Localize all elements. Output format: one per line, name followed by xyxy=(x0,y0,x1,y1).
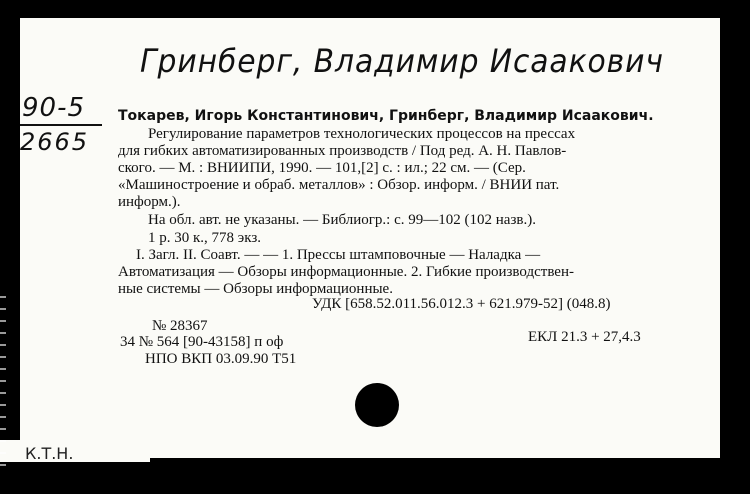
punch-hole xyxy=(355,383,399,427)
card-bottom-strip xyxy=(0,440,150,462)
tracing-line: I. Загл. II. Соавт. — — 1. Прессы штамповочные — Наладка — xyxy=(136,247,541,263)
description-line: информ.). xyxy=(118,194,181,210)
ekl-index: ЕКЛ 21.3 + 27,4.3 xyxy=(528,329,641,345)
call-number-bottom: 2665 xyxy=(20,128,90,156)
handwritten-author-heading: Гринберг, Владимир Исаакович xyxy=(140,42,664,80)
description-line: ского. — М. : ВНИИПИ, 1990. — 101,[2] с. : ил.; 22 см. — (Сер. xyxy=(118,160,526,176)
tracing-line: Автоматизация — Обзоры информационные. 2. Гибкие производствен- xyxy=(118,264,574,280)
order-line: 34 № 564 [90-43158] п оф xyxy=(120,334,284,350)
handwritten-footer-mark: К.Т.Н. xyxy=(25,444,74,463)
scan-edge-marks xyxy=(0,296,6,476)
call-number-top: 90-5 xyxy=(22,93,86,123)
description-line: Регулирование параметров технологических процессов на прессах xyxy=(148,126,576,142)
notes-line: На обл. авт. не указаны. — Библиогр.: с. 99—102 (102 назв.). xyxy=(148,212,536,228)
udc-line: УДК [658.52.011.56.012.3 + 621.979-52] (048.8) xyxy=(312,296,611,312)
description-line: «Машиностроение и обраб. металлов» : Обзор. информ. / ВНИИ пат. xyxy=(118,177,560,193)
publisher-line: НПО ВКП 03.09.90 Т51 xyxy=(145,351,297,367)
call-number-divider xyxy=(20,124,102,126)
record-heading: Токарев, Игорь Константинович, Гринберг, Владимир Исаакович. xyxy=(118,108,654,124)
description-line: для гибких автоматизированных производств / Под ред. А. Н. Павлов- xyxy=(118,143,567,159)
record-number: № 28367 xyxy=(152,318,208,334)
tracing-line: ные системы — Обзоры информационные. xyxy=(118,281,393,297)
price-line: 1 р. 30 к., 778 экз. xyxy=(148,230,261,246)
